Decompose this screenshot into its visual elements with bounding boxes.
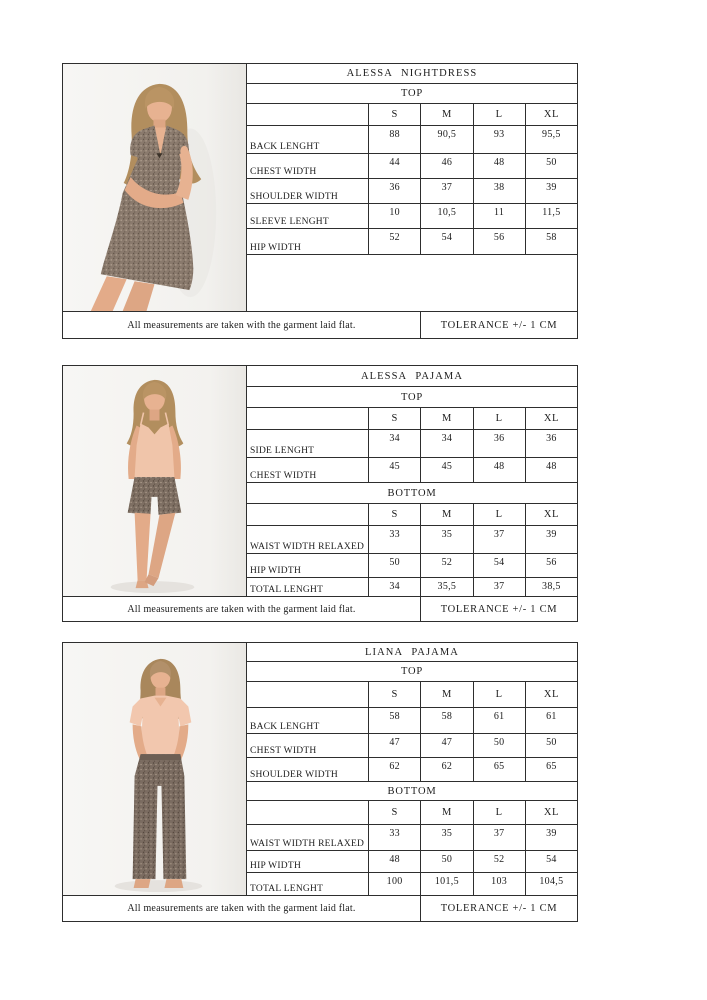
measurement-value: 50: [546, 737, 557, 748]
measurement-value: 10,5: [421, 204, 473, 228]
section-name: TOP: [400, 666, 424, 677]
measurement-value: 33: [369, 526, 421, 553]
measurement-note: All measurements are taken with the garment laid flat.: [63, 312, 421, 338]
table-footer: [63, 311, 577, 338]
section-name: BOTTOM: [387, 487, 437, 499]
table-body: [63, 643, 577, 895]
size-col-xl: XL: [543, 509, 559, 520]
measurement-value: 52: [369, 229, 421, 254]
size-col-l: L: [474, 801, 526, 824]
measurement-value: 48: [546, 461, 557, 472]
section-header-top: [247, 84, 577, 104]
table-title-row: [247, 366, 577, 387]
measurement-value: 38,5: [542, 581, 561, 592]
measurement-row-side-lenght: [247, 430, 577, 458]
measurement-label: TOTAL LENGHT: [247, 578, 369, 596]
measurement-label: WAIST WIDTH RELAXED: [247, 526, 369, 553]
measurement-row-hip-width: [247, 554, 577, 578]
measurement-value: 34: [369, 430, 421, 457]
measurement-value: 54: [421, 229, 473, 254]
size-col-m: M: [421, 504, 473, 525]
size-col-l: L: [474, 682, 526, 707]
measurement-note: All measurements are taken with the garment laid flat.: [63, 597, 421, 621]
measurement-row-back-lenght: [247, 708, 577, 734]
measurement-note: All measurements are taken with the garment laid flat.: [63, 896, 421, 921]
table-title: ALESSA PAJAMA: [360, 370, 464, 382]
measurement-value: 35: [421, 526, 473, 553]
measurement-value: 34: [369, 578, 421, 596]
size-col-m: M: [421, 682, 473, 707]
table-title-row: [247, 64, 577, 84]
measurement-value: 11,5: [542, 207, 561, 218]
size-header-spacer: [247, 504, 369, 525]
section-header-top: [247, 387, 577, 408]
section-header-bottom: [247, 782, 577, 801]
size-header-row: [247, 801, 577, 825]
size-col-m: M: [421, 801, 473, 824]
size-col-m: M: [421, 104, 473, 125]
measurement-value: 88: [369, 126, 421, 153]
size-header-row: [247, 504, 577, 526]
table-footer: [63, 596, 577, 621]
measurement-value: 35: [421, 825, 473, 850]
measurement-value: 101,5: [421, 873, 473, 895]
section-header-bottom: [247, 483, 577, 504]
measurement-value: 36: [369, 179, 421, 203]
table-title: LIANA PAJAMA: [365, 646, 459, 658]
size-chart-alessa-pajama: [62, 365, 578, 622]
size-col-xl: XL: [543, 807, 559, 818]
measurement-grid: [247, 643, 577, 895]
measurement-value: 56: [474, 229, 526, 254]
measurement-grid: [247, 366, 577, 596]
size-col-m: M: [421, 408, 473, 429]
size-header-spacer: [247, 682, 369, 707]
empty-cell: [247, 255, 577, 311]
measurement-row-chest-width: [247, 734, 577, 758]
measurement-label: WAIST WIDTH RELAXED: [247, 825, 369, 850]
measurement-value: 34: [421, 430, 473, 457]
measurement-value: 52: [474, 851, 526, 872]
measurement-value: 65: [474, 758, 526, 781]
measurement-row-shoulder-width: [247, 179, 577, 204]
measurement-value: 37: [474, 526, 526, 553]
measurement-row-chest-width: [247, 154, 577, 179]
measurement-value: 37: [421, 179, 473, 203]
measurement-value: 33: [369, 825, 421, 850]
tolerance-note: TOLERANCE +/- 1 CM: [440, 603, 558, 615]
measurement-label: SHOULDER WIDTH: [247, 179, 369, 203]
measurement-value: 11: [474, 204, 526, 228]
measurement-value: 93: [474, 126, 526, 153]
size-chart-liana-pajama: [62, 642, 578, 922]
tolerance-note: TOLERANCE +/- 1 CM: [440, 319, 558, 331]
measurement-value: 61: [474, 708, 526, 733]
product-photo-pajama-pants: [63, 643, 247, 895]
measurement-value: 48: [474, 154, 526, 178]
measurement-value: 56: [546, 557, 557, 568]
measurement-value: 10: [369, 204, 421, 228]
section-name: BOTTOM: [387, 785, 437, 797]
size-col-l: L: [474, 504, 526, 525]
measurement-row-total-lenght: [247, 873, 577, 895]
size-col-xl: XL: [543, 109, 559, 120]
measurement-row-waist-width-relaxed: [247, 526, 577, 554]
size-header-spacer: [247, 104, 369, 125]
section-name: TOP: [400, 88, 424, 99]
measurement-value: 44: [369, 154, 421, 178]
size-col-s: S: [369, 504, 421, 525]
measurement-value: 58: [369, 708, 421, 733]
measurement-grid: [247, 64, 577, 311]
measurement-value: 45: [369, 458, 421, 482]
model-photo-illustration: [63, 643, 246, 895]
measurement-value: 39: [546, 182, 557, 193]
measurement-value: 65: [546, 761, 557, 772]
measurement-value: 47: [421, 734, 473, 757]
measurement-label: SHOULDER WIDTH: [247, 758, 369, 781]
table-body: [63, 366, 577, 596]
measurement-value: 104,5: [539, 876, 564, 887]
measurement-value: 62: [369, 758, 421, 781]
measurement-value: 48: [369, 851, 421, 872]
measurement-value: 47: [369, 734, 421, 757]
product-photo-nightdress: [63, 64, 247, 311]
measurement-row-back-lenght: [247, 126, 577, 154]
size-header-row: [247, 682, 577, 708]
tolerance-note: TOLERANCE +/- 1 CM: [440, 903, 558, 914]
measurement-value: 62: [421, 758, 473, 781]
measurement-label: CHEST WIDTH: [247, 154, 369, 178]
size-col-s: S: [369, 801, 421, 824]
measurement-value: 61: [546, 711, 557, 722]
size-header-spacer: [247, 801, 369, 824]
measurement-row-chest-width: [247, 458, 577, 483]
measurement-value: 103: [474, 873, 526, 895]
measurement-value: 50: [546, 157, 557, 168]
model-photo-illustration: [63, 64, 246, 311]
measurement-value: 35,5: [421, 578, 473, 596]
size-col-xl: XL: [543, 689, 559, 700]
measurement-value: 36: [546, 433, 557, 444]
measurement-label: CHEST WIDTH: [247, 458, 369, 482]
size-col-s: S: [369, 408, 421, 429]
size-col-l: L: [474, 104, 526, 125]
product-photo-pajama-shorts: [63, 366, 247, 596]
measurement-row-hip-width: [247, 229, 577, 255]
measurement-value: 95,5: [542, 129, 561, 140]
measurement-value: 54: [546, 854, 557, 865]
measurement-row-waist-width-relaxed: [247, 825, 577, 851]
measurement-value: 52: [421, 554, 473, 577]
measurement-row-hip-width: [247, 851, 577, 873]
measurement-value: 58: [421, 708, 473, 733]
measurement-label: TOTAL LENGHT: [247, 873, 369, 895]
measurement-label: CHEST WIDTH: [247, 734, 369, 757]
measurement-value: 39: [546, 828, 557, 839]
measurement-row-shoulder-width: [247, 758, 577, 782]
size-col-s: S: [369, 682, 421, 707]
size-header-spacer: [247, 408, 369, 429]
measurement-value: 50: [369, 554, 421, 577]
measurement-label: BACK LENGHT: [247, 126, 369, 153]
model-photo-illustration: [63, 366, 246, 596]
measurement-value: 39: [546, 529, 557, 540]
measurement-label: BACK LENGHT: [247, 708, 369, 733]
measurement-value: 100: [369, 873, 421, 895]
measurement-value: 48: [474, 458, 526, 482]
measurement-label: HIP WIDTH: [247, 229, 369, 254]
measurement-row-sleeve-lenght: [247, 204, 577, 229]
measurement-value: 45: [421, 458, 473, 482]
size-col-s: S: [369, 104, 421, 125]
size-header-row: [247, 408, 577, 430]
measurement-label: HIP WIDTH: [247, 554, 369, 577]
measurement-label: SLEEVE LENGHT: [247, 204, 369, 228]
measurement-label: SIDE LENGHT: [247, 430, 369, 457]
measurement-value: 36: [474, 430, 526, 457]
table-title-row: [247, 643, 577, 662]
measurement-value: 38: [474, 179, 526, 203]
measurement-label: HIP WIDTH: [247, 851, 369, 872]
section-name: TOP: [400, 391, 424, 403]
table-title: ALESSA NIGHTDRESS: [346, 68, 478, 79]
measurement-value: 46: [421, 154, 473, 178]
size-col-xl: XL: [543, 413, 559, 424]
table-body: [63, 64, 577, 311]
table-footer: [63, 895, 577, 921]
measurement-value: 37: [474, 825, 526, 850]
section-header-top: [247, 662, 577, 682]
measurement-value: 54: [474, 554, 526, 577]
measurement-row-total-lenght: [247, 578, 577, 596]
measurement-value: 58: [546, 232, 557, 243]
measurement-value: 37: [474, 578, 526, 596]
size-chart-alessa-nightdress: [62, 63, 578, 339]
measurement-value: 50: [421, 851, 473, 872]
measurement-value: 90,5: [421, 126, 473, 153]
size-header-row: [247, 104, 577, 126]
size-col-l: L: [474, 408, 526, 429]
measurement-value: 50: [474, 734, 526, 757]
